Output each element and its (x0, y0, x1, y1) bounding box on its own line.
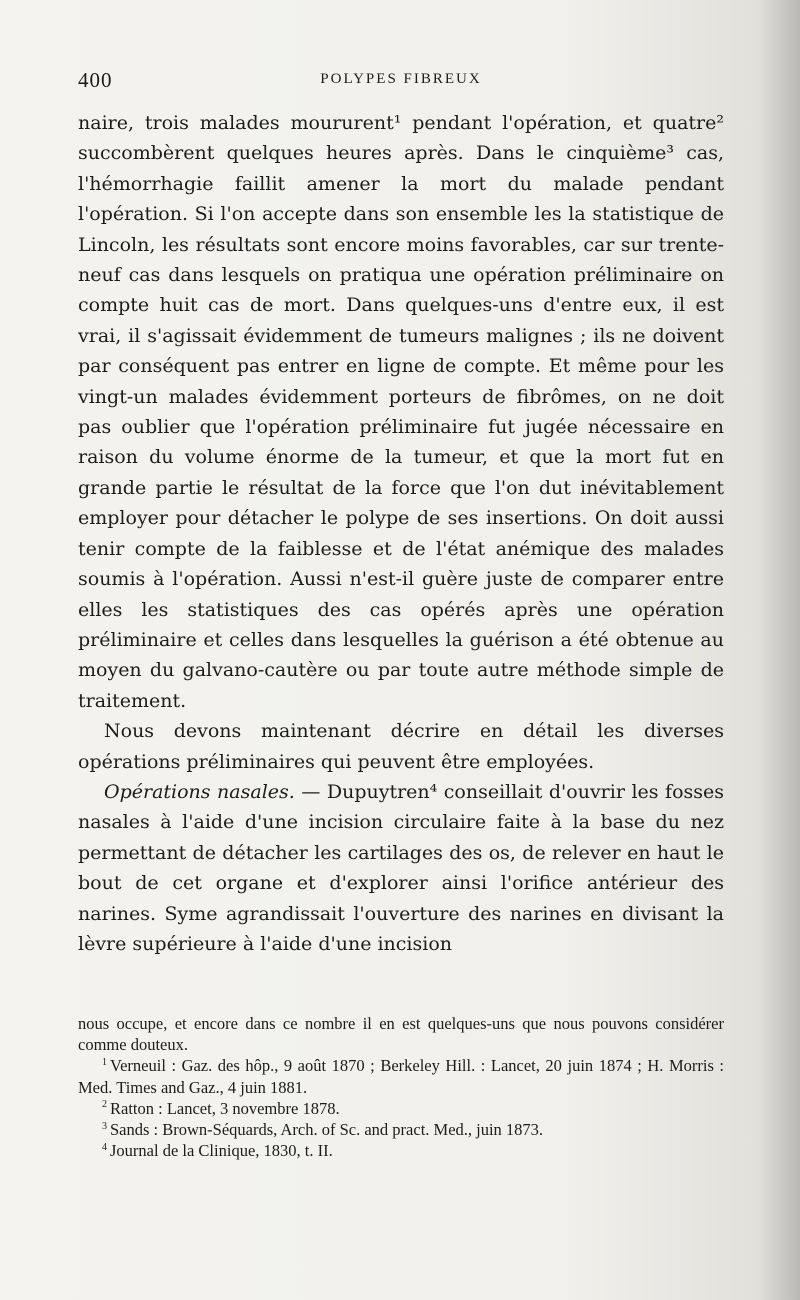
page-number: 400 (78, 68, 113, 92)
footnote-mark: 2 (102, 1099, 107, 1111)
footnote-text: Ratton : Lancet, 3 novembre 1878. (110, 1098, 340, 1118)
footnote-text: Verneuil : Gaz. des hôp., 9 août 1870 ; Berkeley Hill. : Lancet, 20 juin 1874 ; H. Morris : Med. Times and Gaz., 4 juin 1881. (78, 1056, 724, 1097)
footnote-2 (78, 1098, 724, 1119)
paragraph-nasal-operations (78, 777, 724, 959)
section-lead-nasal-operations: Opérations nasales. (104, 780, 295, 803)
footnote-3 (78, 1119, 724, 1140)
paragraph-statistics: naire, trois malades moururent¹ pendant l'opération, et quatre² succombèrent quelques heures après. Dans le cinquième³ cas, l'hémorrhagie faillit amener la mort du malade pendant l'opération. Si l'on accepte dans son ensemble les la statistique de Lincoln, les résultats sont encore moins favorables, car sur trente-neuf cas dans lesquels on pratiqua une opération préliminaire on compte huit cas de mort. Dans quelques-uns d'entre eux, il est vrai, il s'agissait évidemment de tumeurs malignes ; ils ne doivent par conséquent pas entrer en ligne de compte. Et même pour les vingt-un malades évidemment porteurs de fibrômes, on ne doit pas oublier que l'opération préliminaire fut jugée nécessaire en raison du volume énorme de la tumeur, et que la mort fut en grande partie le résultat de la force que l'on dut inévitablement employer pour détacher le polype de ses insertions. On doit aussi tenir compte de la faiblesse et de l'état anémique des malades soumis à l'opération. Aussi n'est-il guère juste de comparer entre elles les statistiques des cas opérés après une opération préliminaire et celles dans lesquelles la guérison a été obtenue au moyen du galvano-cautère ou par toute autre méthode simple de traitement. (78, 112, 724, 712)
footnote-mark: 4 (102, 1141, 107, 1153)
running-head (78, 68, 724, 98)
paragraph-nasal-operations-text: — Dupuytren⁴ conseillait d'ouvrir les fosses nasales à l'aide d'une incision circulaire faite à la base du nez permettant de détacher les cartilages des os, de relever en haut le bout de cet organe et d'explorer ainsi l'orifice antérieur des narines. Syme agrandissait l'ouverture des narines en divisant la lèvre supérieure à l'aide d'une incision (78, 780, 725, 955)
footnote-text: Sands : Brown-Séquards, Arch. of Sc. and pract. Med., juin 1873. (110, 1120, 544, 1140)
footnote-mark: 3 (102, 1120, 107, 1132)
footnote-1 (78, 1055, 724, 1097)
body-text (78, 108, 724, 959)
footnote-continuation: nous occupe, et encore dans ce nombre il en est quelques-uns que nous pouvons considérer comme douteux. (78, 1014, 724, 1055)
footnote-mark: 1 (102, 1056, 107, 1068)
paragraph-preliminary-operations: Nous devons maintenant décrire en détail les diverses opérations préliminaires qui peuvent être employées. (78, 720, 724, 773)
footnote-text: Journal de la Clinique, 1830, t. II. (110, 1141, 333, 1161)
footnote-4 (78, 1140, 724, 1161)
footnotes (78, 1013, 724, 1161)
running-title: POLYPES FIBREUX (320, 71, 482, 87)
